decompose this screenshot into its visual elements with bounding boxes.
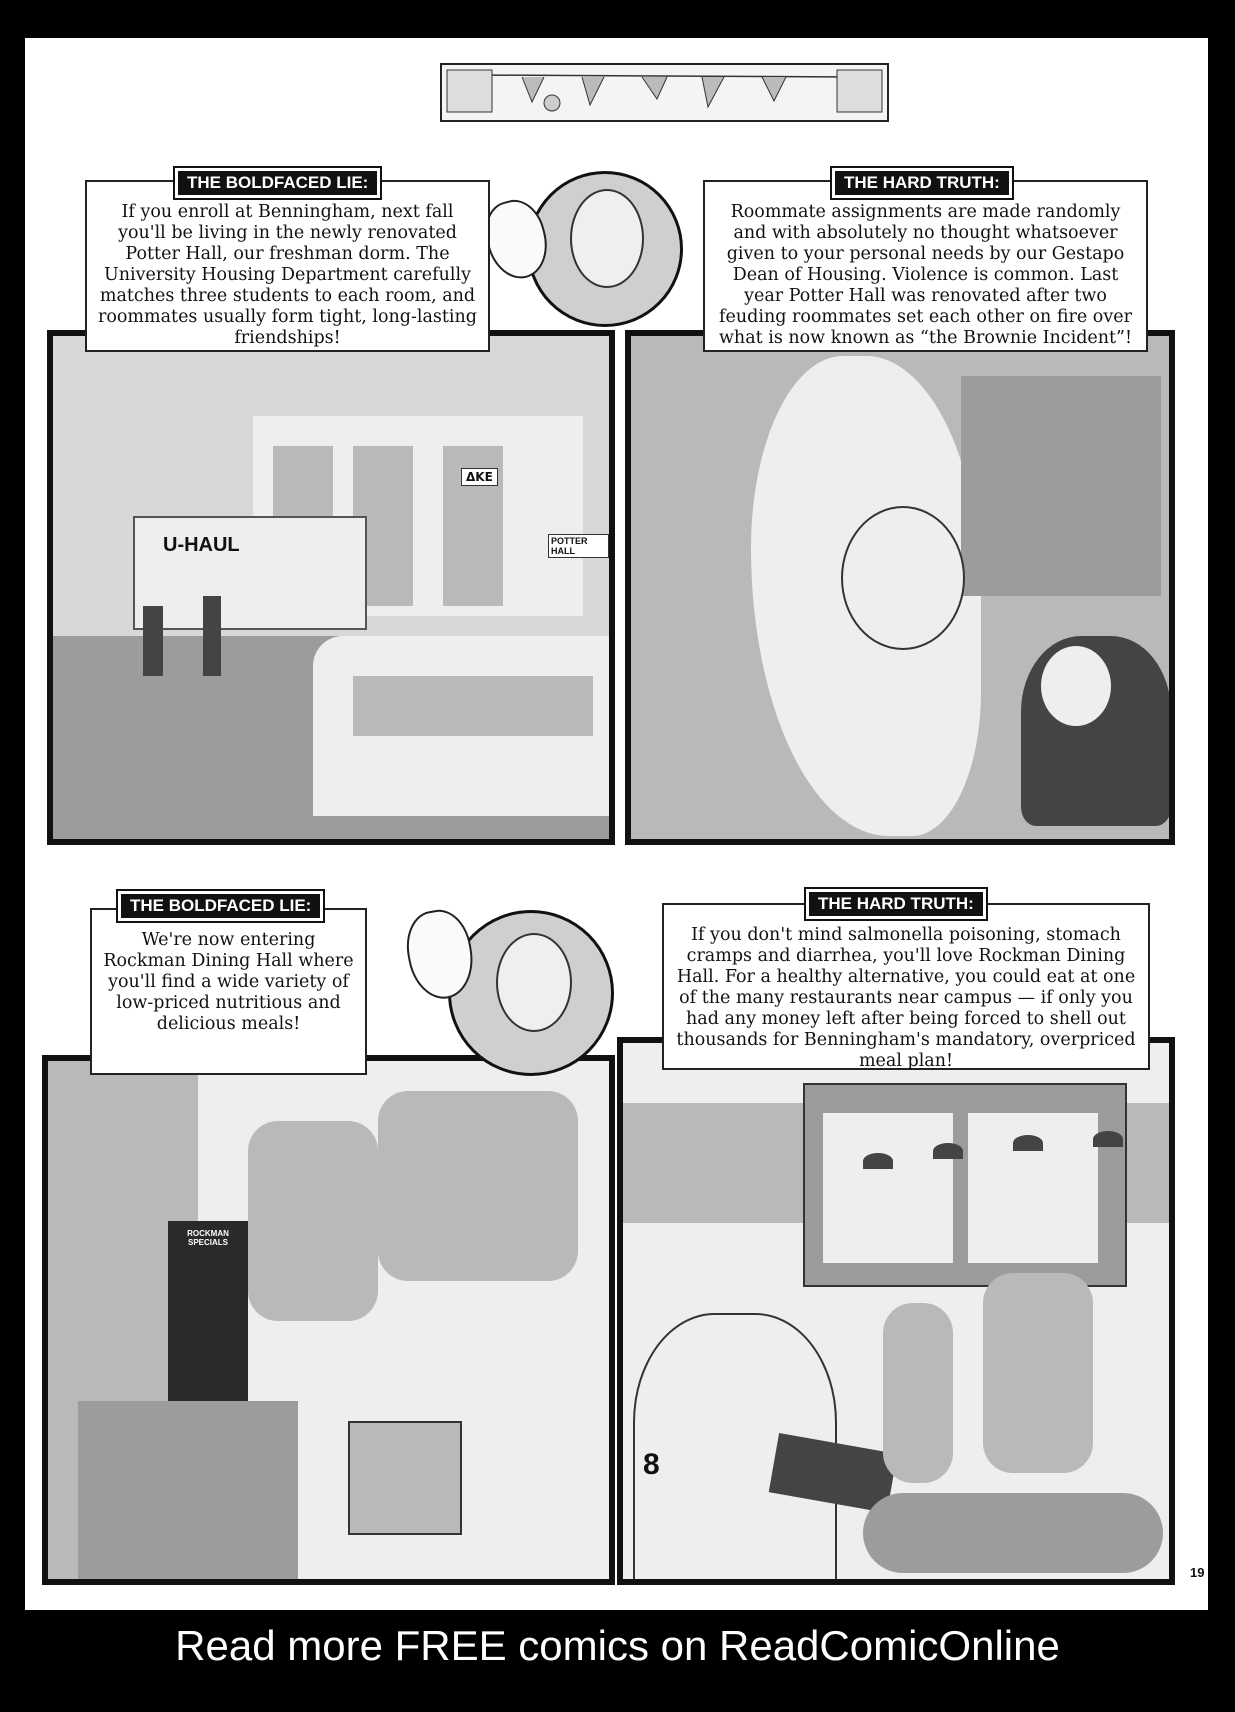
label-hard-truth-top: THE HARD TRUTH:: [832, 168, 1012, 198]
truck-sign: U-HAUL: [163, 534, 240, 556]
clothesline-icon: [442, 65, 887, 120]
label-boldfaced-lie-bottom: THE BOLDFACED LIE:: [118, 891, 323, 921]
panel-dining-hall-entry: [42, 1055, 615, 1585]
label-boldfaced-lie-top: THE BOLDFACED LIE:: [175, 168, 380, 198]
caption-top-right: Roommate assignments are made randomly and with absolutely no thought whatsoever given to your personal needs by our Gestapo Dean of Housing. Violence is common. Last year Potter Hall was renovated after two feuding roommates set each other on fire over what is now known as “the Brownie Incident”!: [703, 180, 1148, 352]
caption-top-left: If you enroll at Benningham, next fall you'll be living in the newly renovated Potter Hall, our freshman dorm. The University Housing Department carefully matches three students to each room, and roommates usually form tight, long-lasting friendships!: [85, 180, 490, 352]
menu-board: ROCKMAN SPECIALS: [187, 1229, 229, 1247]
caption-bottom-left: We're now entering Rockman Dining Hall where you'll find a wide variety of low-priced nutritious and delicious meals!: [90, 908, 367, 1075]
guide-portrait-top: [527, 171, 683, 327]
footer-banner[interactable]: Read more FREE comics on ReadComicOnline: [175, 1622, 1060, 1669]
header-illustration: [440, 63, 889, 122]
building-sign: POTTER HALL: [548, 534, 609, 558]
caption-bottom-right: If you don't mind salmonella poisoning, stomach cramps and diarrhea, you'll love Rockman Dining Hall. For a healthy alternative, you could eat at one of the many restaurants near campus — if only you had any money left after being forced to shell out thousands for Benningham's mandatory, overpriced meal plan!: [662, 903, 1150, 1070]
label-hard-truth-bottom: THE HARD TRUTH:: [806, 889, 986, 919]
guide-portrait-bottom: [448, 910, 614, 1076]
jersey-number: 8: [643, 1448, 660, 1481]
page-number: 19: [1190, 1565, 1205, 1580]
panel-fire-incident: [625, 330, 1175, 845]
window-banner: ΔKE: [461, 468, 498, 486]
panel-dorm-move-in: [47, 330, 615, 845]
panel-food-poisoning: [617, 1037, 1175, 1585]
